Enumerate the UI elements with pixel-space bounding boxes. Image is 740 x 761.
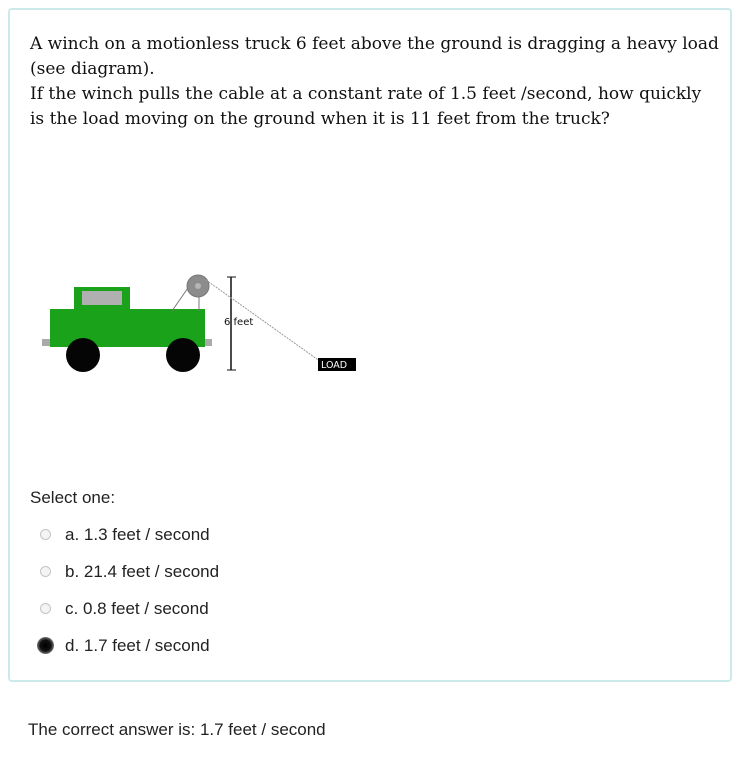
winch-diagram xyxy=(40,265,360,380)
radio-b[interactable] xyxy=(40,566,51,577)
option-c[interactable] xyxy=(38,590,219,627)
option-a-label: a. 1.3 feet / second xyxy=(65,524,210,544)
option-b-label: b. 21.4 feet / second xyxy=(65,561,220,581)
load-label: LOAD xyxy=(321,360,348,371)
rear-wheel xyxy=(66,338,100,372)
winch-hub xyxy=(195,283,201,289)
question-card xyxy=(8,8,732,682)
radio-d-selected[interactable] xyxy=(37,637,54,654)
option-c-label: c. 0.8 feet / second xyxy=(65,598,209,618)
question-text xyxy=(30,32,720,132)
option-d[interactable] xyxy=(38,627,219,664)
truck-window xyxy=(82,291,122,305)
radio-c[interactable] xyxy=(40,603,51,614)
front-wheel xyxy=(166,338,200,372)
question-line-2: If the winch pulls the cable at a constant rate of 1.5 feet /second, how quickly is the load moving on the ground when it is 11 feet from the truck? xyxy=(30,84,702,129)
option-a[interactable] xyxy=(38,516,219,553)
option-b[interactable] xyxy=(38,553,219,590)
option-d-label: d. 1.7 feet / second xyxy=(65,635,210,655)
radio-a[interactable] xyxy=(40,529,51,540)
height-label: 6 feet xyxy=(224,317,254,328)
correct-answer-feedback: The correct answer is: 1.7 feet / second xyxy=(28,720,326,739)
select-prompt: Select one: xyxy=(30,488,116,507)
answer-options xyxy=(38,516,219,664)
question-line-1: A winch on a motionless truck 6 feet above the ground is dragging a heavy load (see diagram). xyxy=(30,34,719,79)
